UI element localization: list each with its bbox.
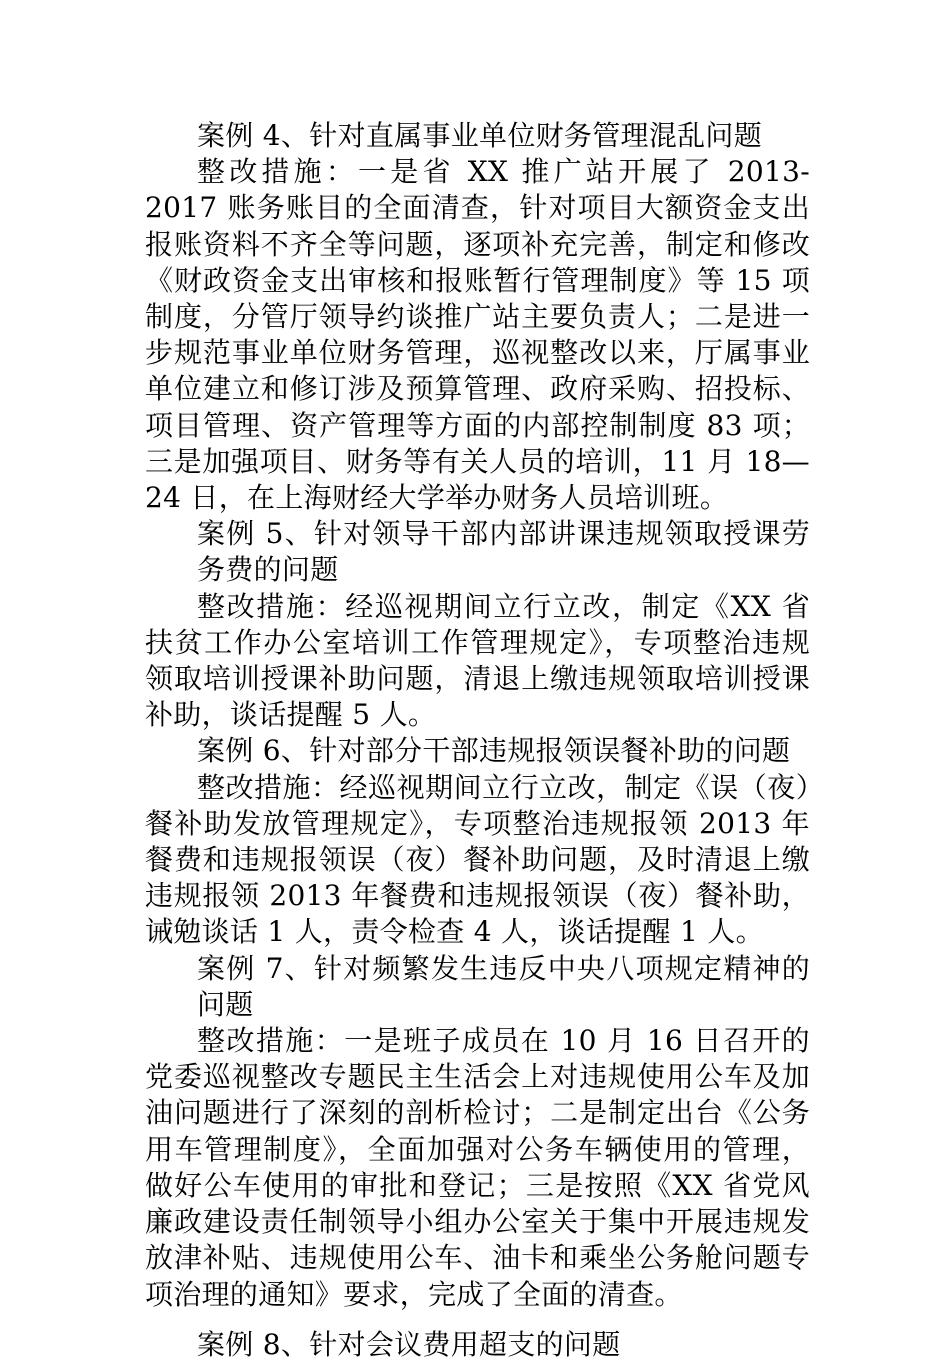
document-body [145, 118, 810, 1363]
case-5-measures: 整改措施：经巡视期间立行立改，制定《XX 省扶贫工作办公室培训工作管理规定》，专项整治违规领取培训授课补助问题，清退上缴违规领取培训授课补助，谈话提醒 5 人。 [145, 589, 810, 732]
case-6-title: 案例 6、针对部分干部违规报领误餐补助的问题 [197, 734, 791, 768]
case-6-measures: 整改措施：经巡视期间立行立改，制定《误（夜）餐补助发放管理规定》，专项整治违规报领 2013 年餐费和违规报领误（夜）餐补助问题，及时清退上缴违规报领 2013 年餐费和违规报领误（夜）餐补助，诫勉谈话 1 人，责令检查 4 人，谈话提醒 1 人。 [145, 770, 810, 949]
case-4-title: 案例 4、针对直属事业单位财务管理混乱问题 [197, 119, 763, 152]
case-7-title: 案例 7、针对频繁发生违反中央八项规定精神的问题 [197, 951, 810, 1021]
case-5-title: 案例 5、针对领导干部内部讲课违规领取授课劳务费的问题 [197, 517, 810, 587]
case-7-measures: 整改措施：一是班子成员在 10 月 16 日召开的党委巡视整改专题民主生活会上对违规使用公车及加油问题进行了深刻的剖析检讨；二是制定出台《公务用车管理制度》，全面加强对公务车辆使用的管理，做好公车使用的审批和登记；三是按照《XX 省党风廉政建设责任制领导小组办公室关于集中开展违规发放津补贴、违规使用公车、油卡和乘坐公务舱问题专项治理的通知》要求，完成了全面的清查。 [145, 1024, 810, 1311]
case-8-title: 案例 8、针对会议费用超支的问题 [197, 1327, 621, 1361]
case-4-measures: 整改措施：一是省 XX 推广站开展了 2013-2017 账务账目的全面清查，针对项目大额资金支出报账资料不齐全等问题，逐项补充完善，制定和修改《财政资金支出审核和报账暂行管理制度》等 15 项制度，分管厅领导约谈推广站主要负责人；二是进一步规范事业单位财务管理，巡视整改以来，厅属事业单位建立和修订涉及预算管理、政府采购、招投标、项目管理、资产管理等方面的内部控制制度 83 项；三是加强项目、财务等有关人员的培训，11 月 18—24 日，在上海财经大学举办财务人员培训班。 [145, 155, 810, 515]
